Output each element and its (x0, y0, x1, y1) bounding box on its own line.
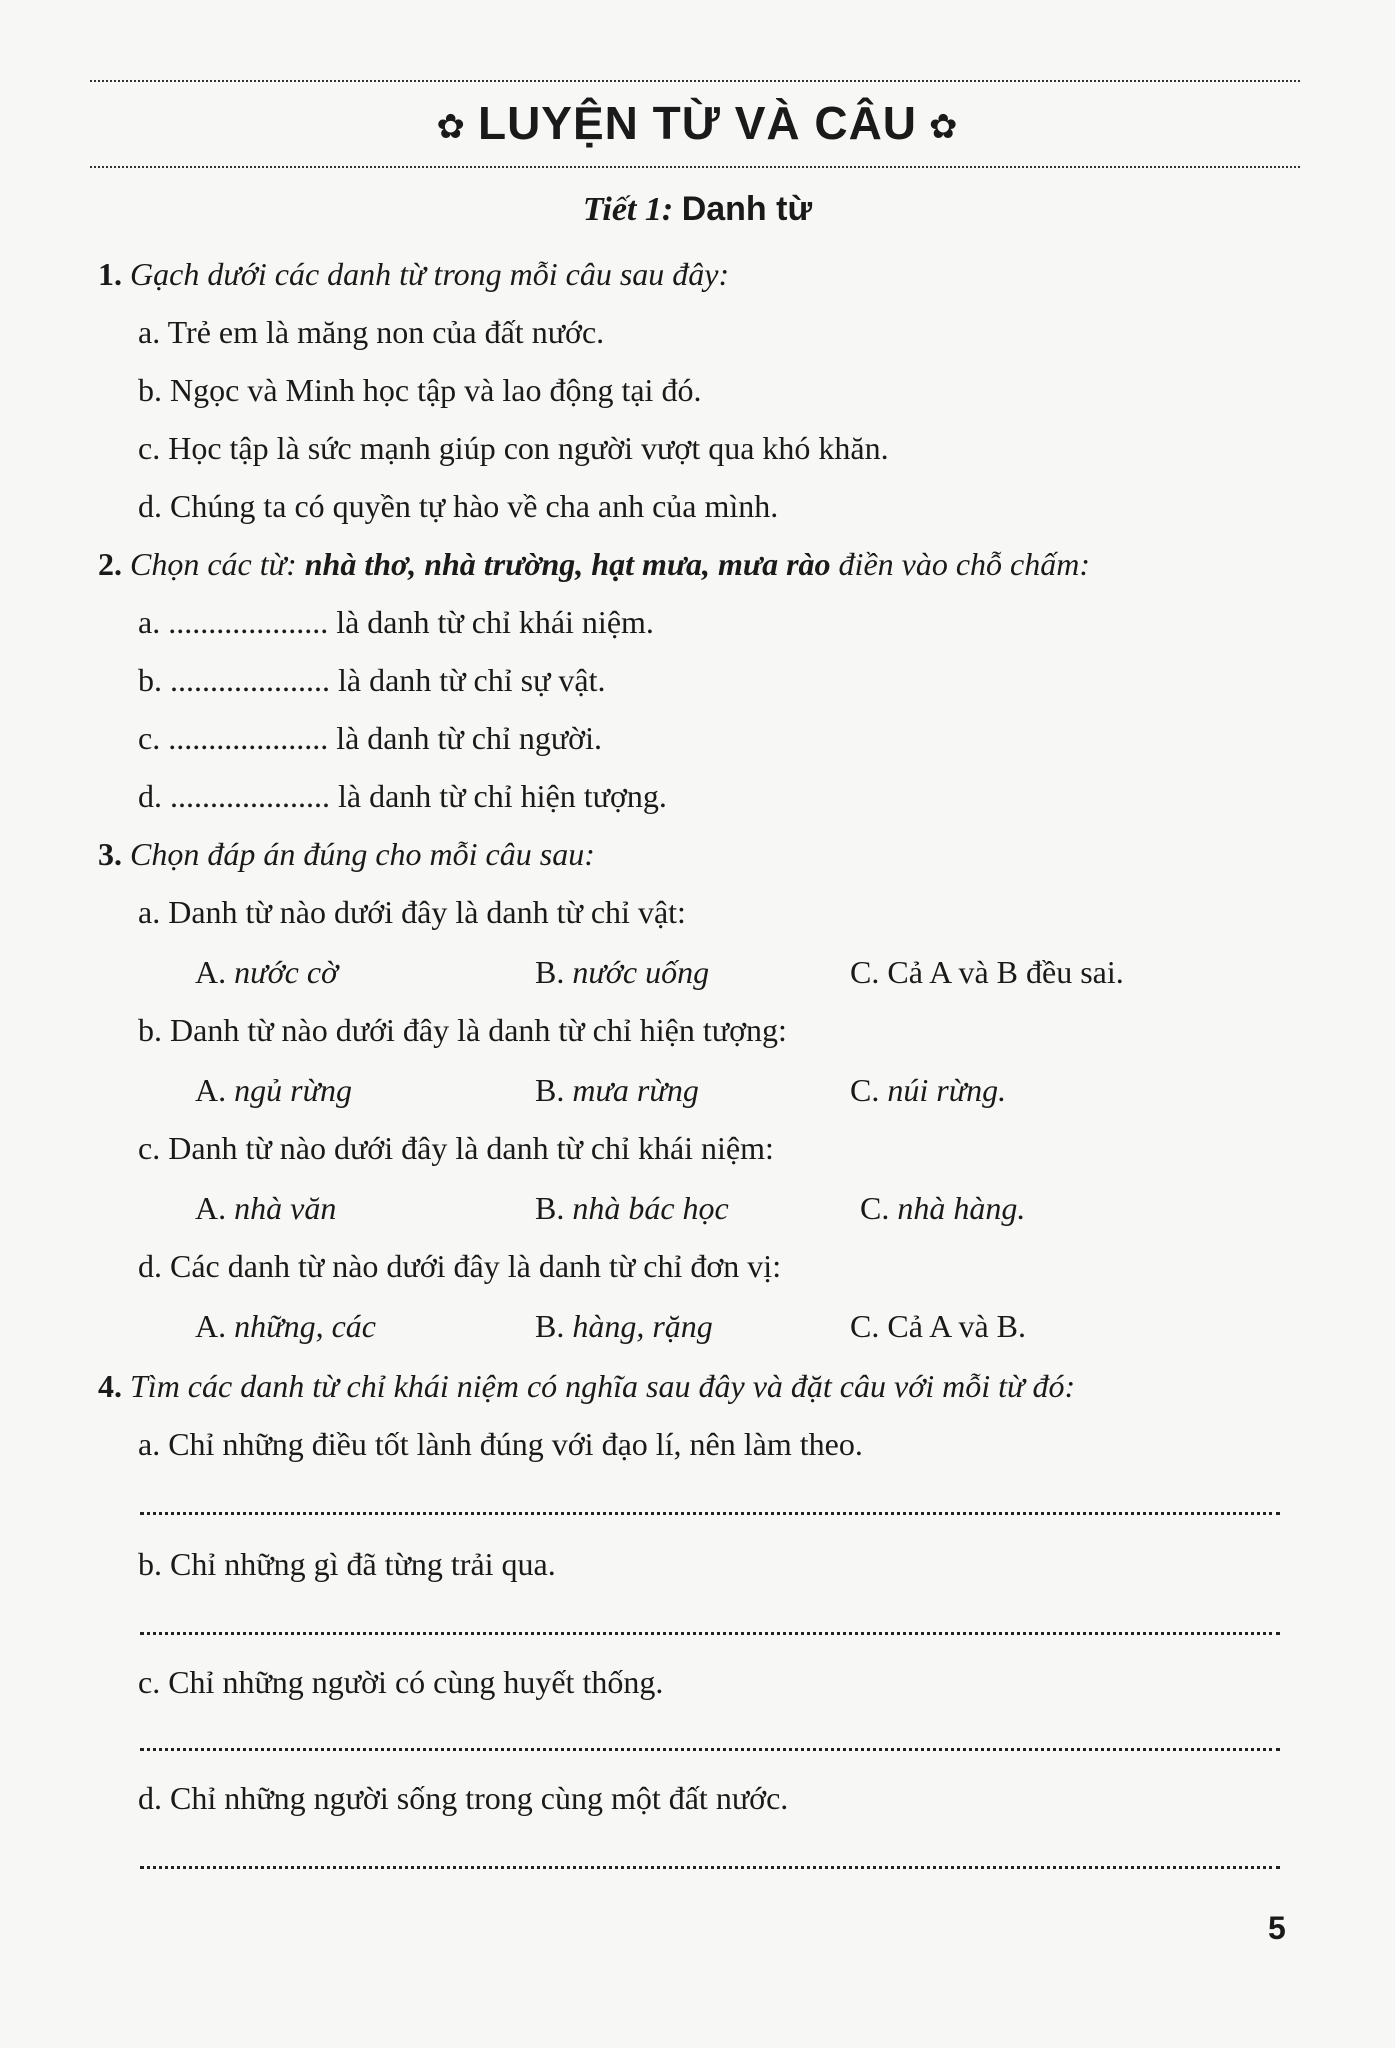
q4-item-c: c. Chỉ những người có cùng huyết thống. (138, 1664, 664, 1700)
option-text: Cả A và B. (887, 1308, 1027, 1344)
q2-item-a (138, 604, 654, 641)
answer-line[interactable] (140, 1748, 1280, 1751)
q3b-option-a[interactable] (195, 1072, 352, 1109)
option-letter: C. (860, 1190, 890, 1226)
page-number: 5 (1268, 1910, 1286, 1946)
option-text: nước cờ (234, 954, 339, 990)
q4-item-a: a. Chỉ những điều tốt lành đúng với đạo lí, nên làm theo. (138, 1426, 863, 1462)
answer-line[interactable] (140, 1632, 1280, 1635)
option-text: những, các (234, 1308, 376, 1344)
item-text: là danh từ chỉ sự vật. (338, 662, 606, 698)
page-heading (0, 96, 1395, 150)
question-3 (98, 836, 595, 873)
lesson-title (0, 190, 1395, 229)
q3d-option-c[interactable] (850, 1308, 1026, 1345)
q3-part-d-question: d. Các danh từ nào dưới đây là danh từ chỉ đơn vị: (138, 1248, 782, 1284)
option-letter: C. (850, 954, 880, 990)
q1-item-d: d. Chúng ta có quyền tự hào về cha anh của mình. (138, 488, 779, 524)
prompt-end: điền vào chỗ chấm: (830, 546, 1091, 582)
question-prompt: Chọn đáp án đúng cho mỗi câu sau: (130, 836, 595, 872)
q3a-option-b[interactable] (535, 954, 709, 991)
fill-blank[interactable]: .................... (170, 662, 330, 698)
prompt-start: Chọn các từ: (130, 546, 305, 582)
q3b-option-b[interactable] (535, 1072, 699, 1109)
option-letter: C. (850, 1308, 880, 1344)
question-number: 4. (98, 1368, 122, 1404)
q2-item-b (138, 662, 606, 699)
option-text: hàng, rặng (572, 1308, 713, 1344)
q4-item-d: d. Chỉ những người sống trong cùng một đất nước. (138, 1780, 789, 1816)
q3d-option-a[interactable] (195, 1308, 376, 1345)
question-number: 2. (98, 546, 122, 582)
question-prompt: Tìm các danh từ chỉ khái niệm có nghĩa sau đây và đặt câu với mỗi từ đó: (130, 1368, 1076, 1404)
flower-ornament-icon: ✿ (436, 107, 466, 146)
header-top-rule (90, 80, 1300, 82)
answer-line[interactable] (140, 1866, 1280, 1869)
option-letter: A. (195, 1072, 227, 1108)
fill-blank[interactable]: .................... (170, 778, 330, 814)
lesson-number: Tiết 1: (582, 191, 674, 228)
q3d-option-b[interactable] (535, 1308, 713, 1345)
q3c-option-b[interactable] (535, 1190, 729, 1227)
item-letter: b. (138, 662, 162, 698)
item-letter: c. (138, 720, 161, 756)
item-letter: a. (138, 604, 161, 640)
option-text: Cả A và B đều sai. (887, 954, 1124, 990)
q3-part-b-question: b. Danh từ nào dưới đây là danh từ chỉ hiện tượng: (138, 1012, 787, 1048)
item-text: là danh từ chỉ hiện tượng. (338, 778, 667, 814)
q1-item-c: c. Học tập là sức mạnh giúp con người vượt qua khó khăn. (138, 430, 889, 466)
q2-item-d (138, 778, 667, 815)
option-letter: B. (535, 1308, 565, 1344)
flower-ornament-icon: ✿ (929, 107, 959, 146)
option-text: nhà bác học (572, 1190, 729, 1226)
q3-part-a-question: a. Danh từ nào dưới đây là danh từ chỉ vật: (138, 894, 686, 930)
option-letter: A. (195, 1190, 227, 1226)
header-bottom-rule (90, 166, 1300, 168)
q3b-option-c[interactable] (850, 1072, 1006, 1109)
q4-item-b: b. Chỉ những gì đã từng trải qua. (138, 1546, 556, 1582)
option-letter: B. (535, 954, 565, 990)
option-text: ngủ rừng (234, 1072, 353, 1108)
q1-item-b: b. Ngọc và Minh học tập và lao động tại đó. (138, 372, 702, 408)
option-text: nhà hàng. (897, 1190, 1026, 1226)
question-prompt: Gạch dưới các danh từ trong mỗi câu sau đây: (130, 256, 730, 292)
q1-item-a: a. Trẻ em là măng non của đất nước. (138, 314, 605, 350)
option-letter: B. (535, 1072, 565, 1108)
prompt-word-list: nhà thơ, nhà trường, hạt mưa, mưa rào (304, 546, 831, 582)
option-letter: A. (195, 1308, 227, 1344)
item-text: là danh từ chỉ người. (336, 720, 602, 756)
q2-item-c (138, 720, 602, 757)
q3c-option-c[interactable] (860, 1190, 1025, 1227)
question-number: 3. (98, 836, 122, 872)
option-letter: C. (850, 1072, 880, 1108)
option-text: nước uống (572, 954, 710, 990)
item-text: là danh từ chỉ khái niệm. (336, 604, 654, 640)
question-number: 1. (98, 256, 122, 292)
q3c-option-a[interactable] (195, 1190, 336, 1227)
q3a-option-a[interactable] (195, 954, 338, 991)
q3a-option-c[interactable] (850, 954, 1124, 991)
fill-blank[interactable]: .................... (168, 720, 329, 756)
heading-text: LUYỆN TỪ VÀ CÂU (477, 97, 918, 149)
option-text: mưa rừng (572, 1072, 699, 1108)
option-letter: B. (535, 1190, 565, 1226)
fill-blank[interactable]: .................... (168, 604, 329, 640)
q3-part-c-question: c. Danh từ nào dưới đây là danh từ chỉ khái niệm: (138, 1130, 774, 1166)
option-letter: A. (195, 954, 227, 990)
option-text: nhà văn (234, 1190, 337, 1226)
lesson-topic: Danh từ (681, 190, 813, 228)
item-letter: d. (138, 778, 162, 814)
question-1 (98, 256, 729, 293)
question-4 (98, 1368, 1075, 1405)
option-text: núi rừng. (887, 1072, 1007, 1108)
question-2 (98, 546, 1090, 583)
answer-line[interactable] (140, 1512, 1280, 1515)
